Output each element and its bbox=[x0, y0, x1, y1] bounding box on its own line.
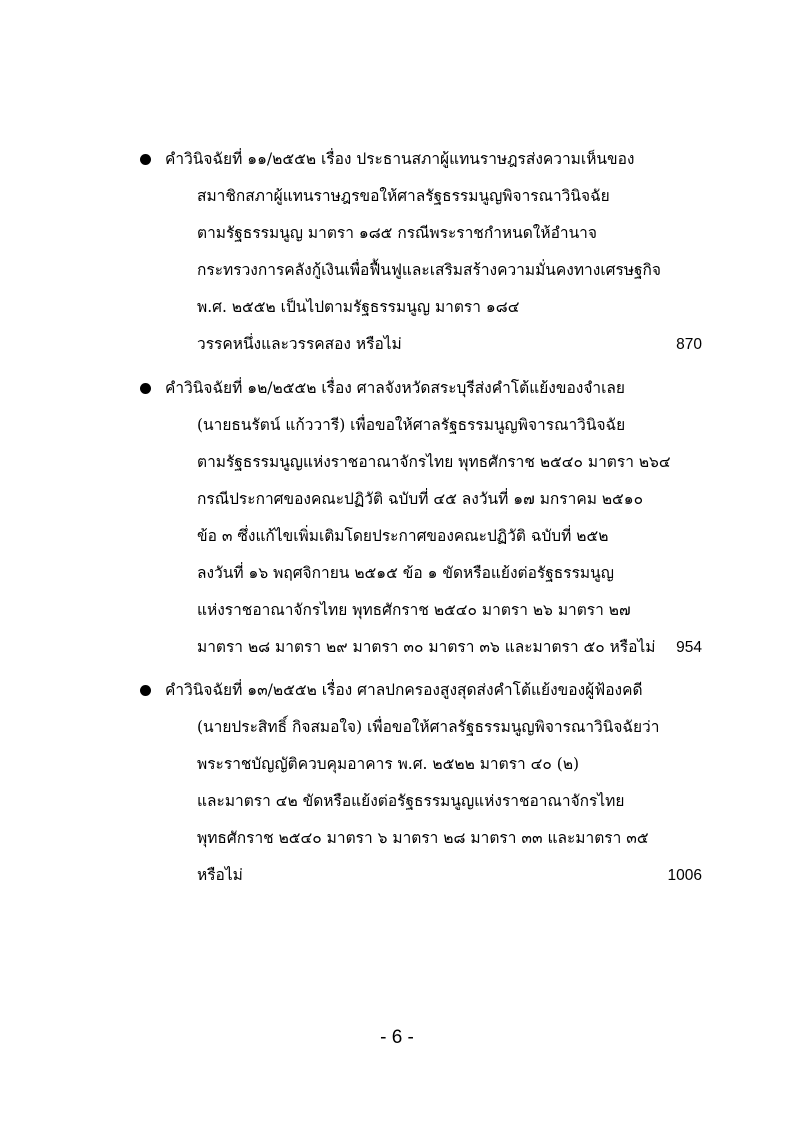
entry-line bbox=[140, 444, 702, 481]
entry-text: พระราชบัญญัติควบคุมอาคาร พ.ศ. ๒๕๒๒ มาตรา ๔๐ (๒) bbox=[197, 755, 580, 773]
entry-line bbox=[140, 555, 702, 592]
entry-page-number: 870 bbox=[676, 336, 702, 353]
bullet-icon bbox=[140, 685, 151, 696]
entry-text: วรรคหนึ่งและวรรคสอง หรือไม่ bbox=[197, 335, 402, 353]
footer-page-number: - 6 - bbox=[380, 1027, 414, 1048]
entry-line bbox=[140, 857, 702, 894]
entry-line bbox=[140, 407, 702, 444]
entry-text: หรือไม่ bbox=[197, 866, 243, 884]
entry-text: และมาตรา ๔๒ ขัดหรือแย้งต่อรัฐธรรมนูญแห่งราชอาณาจักรไทย bbox=[197, 792, 625, 810]
bullet-icon bbox=[140, 154, 151, 165]
ruling-entry-12-2552 bbox=[140, 370, 702, 666]
entry-title-text: คำวินิจฉัยที่ ๑๓/๒๕๕๒ เรื่อง ศาลปกครองสูงสุดส่งคำโต้แย้งของผู้ฟ้องคดี bbox=[165, 681, 643, 699]
entry-text: ตามรัฐธรรมนูญ มาตรา ๑๘๕ กรณีพระราชกำหนดให้อำนาจ bbox=[197, 224, 597, 242]
entry-line bbox=[140, 518, 702, 555]
entry-line bbox=[140, 709, 702, 746]
entry-line bbox=[140, 215, 702, 252]
entry-text: กรณีประกาศของคณะปฏิวัติ ฉบับที่ ๔๕ ลงวันที่ ๑๗ มกราคม ๒๕๑๐ bbox=[197, 490, 644, 508]
entry-line bbox=[140, 783, 702, 820]
bullet-icon bbox=[140, 383, 151, 394]
entry-line bbox=[140, 141, 702, 178]
entry-page-number: 1006 bbox=[667, 867, 702, 884]
entry-text: กระทรวงการคลังกู้เงินเพื่อฟื้นฟูและเสริมสร้างความมั่นคงทางเศรษฐกิจ bbox=[197, 261, 662, 279]
entry-line bbox=[140, 370, 702, 407]
entry-line bbox=[140, 746, 702, 783]
entry-line bbox=[140, 326, 702, 363]
entry-line bbox=[140, 672, 702, 709]
entry-text: ข้อ ๓ ซึ่งแก้ไขเพิ่มเติมโดยประกาศของคณะปฏิวัติ ฉบับที่ ๒๕๒ bbox=[197, 527, 609, 545]
entry-text: ตามรัฐธรรมนูญแห่งราชอาณาจักรไทย พุทธศักราช ๒๕๔๐ มาตรา ๒๖๔ bbox=[197, 453, 671, 471]
entry-line bbox=[140, 178, 702, 215]
entry-text: ลงวันที่ ๑๖ พฤศจิกายน ๒๕๑๕ ข้อ ๑ ขัดหรือแย้งต่อรัฐธรรมนูญ bbox=[197, 564, 614, 582]
ruling-entry-13-2552 bbox=[140, 672, 702, 894]
entry-line bbox=[140, 629, 702, 666]
entry-text: มาตรา ๒๘ มาตรา ๒๙ มาตรา ๓๐ มาตรา ๓๖ และมาตรา ๕๐ หรือไม่ bbox=[197, 638, 656, 656]
ruling-entry-11-2552 bbox=[140, 141, 702, 363]
entry-title-text: คำวินิจฉัยที่ ๑๑/๒๕๕๒ เรื่อง ประธานสภาผู้แทนราษฎรส่งความเห็นของ bbox=[165, 150, 635, 168]
entry-text: แห่งราชอาณาจักรไทย พุทธศักราช ๒๕๔๐ มาตรา ๒๖ มาตรา ๒๗ bbox=[197, 601, 631, 619]
entry-text: (นายธนรัตน์ แก้ววารี) เพื่อขอให้ศาลรัฐธรรมนูญพิจารณาวินิจฉัย bbox=[197, 416, 626, 434]
entry-page-number: 954 bbox=[676, 639, 702, 656]
entry-text: พุทธศักราช ๒๕๔๐ มาตรา ๖ มาตรา ๒๘ มาตรา ๓๓ และมาตรา ๓๕ bbox=[197, 829, 649, 847]
entry-line bbox=[140, 289, 702, 326]
entry-text: พ.ศ. ๒๕๕๒ เป็นไปตามรัฐธรรมนูญ มาตรา ๑๘๔ bbox=[197, 298, 520, 316]
entry-line bbox=[140, 252, 702, 289]
entry-line bbox=[140, 592, 702, 629]
entry-line bbox=[140, 481, 702, 518]
entry-title-text: คำวินิจฉัยที่ ๑๒/๒๕๕๒ เรื่อง ศาลจังหวัดสระบุรีส่งคำโต้แย้งของจำเลย bbox=[165, 379, 625, 397]
entry-line bbox=[140, 820, 702, 857]
entry-text: (นายประสิทธิ์ กิจสมอใจ) เพื่อขอให้ศาลรัฐธรรมนูญพิจารณาวินิจฉัยว่า bbox=[197, 718, 660, 736]
entry-text: สมาชิกสภาผู้แทนราษฎรขอให้ศาลรัฐธรรมนูญพิจารณาวินิจฉัย bbox=[197, 187, 610, 205]
